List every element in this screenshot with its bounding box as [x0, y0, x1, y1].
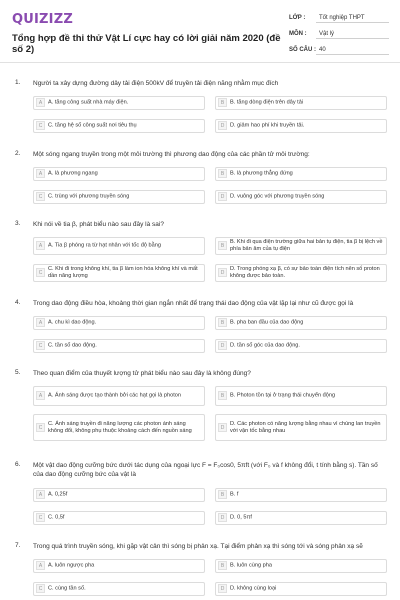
- option-letter-badge: C: [36, 121, 45, 130]
- option-c[interactable]: [33, 264, 205, 282]
- question-number: 5.: [15, 369, 21, 376]
- option-letter-badge: D: [218, 268, 227, 277]
- option-letter-badge: C: [36, 268, 45, 277]
- option-text: A. là phương ngang: [48, 170, 98, 177]
- option-a[interactable]: [33, 96, 205, 110]
- question-number: 3.: [15, 220, 21, 227]
- question-number: 1.: [15, 79, 21, 86]
- question-text: Trong quá trình truyền sóng, khi gặp vật cản thì sóng bị phản xạ. Tại điểm phản xạ thì sóng tới và sóng phản xạ sẽ: [33, 543, 363, 550]
- option-c[interactable]: [33, 414, 205, 441]
- option-text: C. tần số dao động.: [48, 342, 97, 349]
- option-letter-badge: D: [218, 513, 227, 522]
- option-letter-badge: A: [36, 241, 45, 250]
- option-text: C. 0,5f: [48, 514, 65, 521]
- option-a[interactable]: [33, 316, 205, 330]
- meta-panel: [289, 12, 389, 60]
- option-text: A. chu kì dao động.: [48, 319, 97, 326]
- question-number: 4.: [15, 299, 21, 306]
- option-letter-badge: D: [218, 192, 227, 201]
- question-text: Một sóng ngang truyền trong một môi trường thì phương dao động của các phần tử môi trường:: [33, 151, 310, 158]
- meta-value: Tốt nghiệp THPT: [316, 12, 389, 23]
- option-text: D. 0, 5πf: [230, 514, 252, 521]
- option-c[interactable]: [33, 339, 205, 353]
- option-text: C. trùng với phương truyền sóng: [48, 193, 130, 200]
- option-text: A. luôn ngược pha: [48, 562, 95, 569]
- option-letter-badge: B: [218, 391, 227, 400]
- meta-label: SỐ CÂU :: [289, 47, 316, 53]
- question-text: Khi nói về tia β, phát biểu nào sau đây là sai?: [33, 221, 164, 228]
- meta-row-question-count: [289, 44, 389, 60]
- option-a[interactable]: [33, 167, 205, 181]
- option-letter-badge: C: [36, 341, 45, 350]
- meta-value: 40: [316, 44, 389, 55]
- option-text: C. Ánh sáng truyền đi năng lượng các photon ánh sáng không đổi, không phụ thuộc khoảng cách đến nguồn sáng: [48, 420, 192, 434]
- option-text: B. luôn cùng pha: [230, 562, 272, 569]
- document-title: Tổng hợp đề thi thử Vật Lí cực hay có lời giải năm 2020 (đề số 2): [12, 33, 281, 55]
- option-letter-badge: A: [36, 391, 45, 400]
- option-text: C. cùng tần số.: [48, 585, 86, 592]
- option-c[interactable]: [33, 119, 205, 133]
- option-d[interactable]: [215, 511, 387, 525]
- option-text: D. không cùng loại: [230, 585, 277, 592]
- question-number: 2.: [15, 150, 21, 157]
- option-b[interactable]: [215, 316, 387, 330]
- question-text: Trong dao động điều hòa, khoảng thời gian ngắn nhất để trạng thái dao động của vật lặp lại như cũ được gọi là: [33, 300, 354, 307]
- meta-label: MÔN :: [289, 31, 307, 37]
- option-letter-badge: B: [218, 318, 227, 327]
- option-text: A. Ánh sáng được tạo thành bởi các hạt gọi là photon: [48, 392, 181, 399]
- option-text: D. Trong phóng xạ β, có sự bảo toàn điện tích nên số proton không được bảo toàn.: [230, 266, 380, 279]
- option-letter-badge: B: [218, 490, 227, 499]
- option-b[interactable]: [215, 96, 387, 110]
- option-b[interactable]: [215, 237, 387, 255]
- question-number: 7.: [15, 542, 21, 549]
- option-text: B. là phương thẳng đứng: [230, 170, 293, 177]
- option-c[interactable]: [33, 511, 205, 525]
- option-d[interactable]: [215, 414, 387, 441]
- option-letter-badge: A: [36, 169, 45, 178]
- option-letter-badge: D: [218, 423, 227, 432]
- option-d[interactable]: [215, 119, 387, 133]
- header-divider: [0, 62, 400, 63]
- option-b[interactable]: [215, 386, 387, 406]
- meta-row-subject: [289, 28, 389, 44]
- option-text: D. giảm hao phí khi truyền tải.: [230, 122, 305, 129]
- option-letter-badge: B: [218, 561, 227, 570]
- option-letter-badge: C: [36, 513, 45, 522]
- option-letter-badge: A: [36, 98, 45, 107]
- document-header: [0, 0, 400, 62]
- option-text: D. tần số góc của dao động.: [230, 342, 300, 349]
- option-d[interactable]: [215, 339, 387, 353]
- option-text: B. f: [230, 491, 239, 498]
- question-text: Một vật dao động cưỡng bức dưới tác dụng của ngoại lực F = F₀cos0, 5πft (với F₀ và f không đổi, t tính bằng s). Tần số của dao động cưỡng bức của vật là: [33, 462, 378, 478]
- meta-row-class: [289, 12, 389, 28]
- option-letter-badge: C: [36, 423, 45, 432]
- option-a[interactable]: [33, 488, 205, 502]
- option-c[interactable]: [33, 190, 205, 204]
- option-letter-badge: D: [218, 121, 227, 130]
- question-number: 6.: [15, 461, 21, 468]
- option-b[interactable]: [215, 488, 387, 502]
- option-letter-badge: D: [218, 341, 227, 350]
- option-text: D. vuông góc với phương truyền sóng: [230, 193, 325, 200]
- option-letter-badge: B: [218, 241, 227, 250]
- option-c[interactable]: [33, 582, 205, 596]
- option-letter-badge: C: [36, 584, 45, 593]
- meta-value: Vật lý: [316, 28, 389, 39]
- option-text: A. Tia β phóng ra từ hạt nhân với tốc độ bằng: [48, 242, 161, 249]
- option-d[interactable]: [215, 264, 387, 282]
- option-d[interactable]: [215, 582, 387, 596]
- option-letter-badge: A: [36, 318, 45, 327]
- option-text: A. tăng công suất nhà máy điện.: [48, 99, 129, 106]
- option-b[interactable]: [215, 167, 387, 181]
- option-letter-badge: B: [218, 98, 227, 107]
- option-text: B. pha ban đầu của dao động: [230, 319, 304, 326]
- option-text: C. Khi đi trong không khí, tia β làm ion hóa không khí và mất dần năng lượng: [48, 266, 198, 279]
- option-b[interactable]: [215, 559, 387, 573]
- option-letter-badge: A: [36, 561, 45, 570]
- option-text: D. Các photon có năng lượng bằng nhau vì chúng lan truyền với vận tốc bằng nhau: [230, 420, 381, 434]
- question-text: Người ta xây dựng đường dây tải điện 500kV để truyền tải điện năng nhằm mục đích: [33, 80, 279, 87]
- option-letter-badge: C: [36, 192, 45, 201]
- meta-label: LỚP :: [289, 15, 306, 21]
- option-text: C. tăng hệ số công suất nơi tiêu thụ: [48, 122, 137, 129]
- option-letter-badge: B: [218, 169, 227, 178]
- option-d[interactable]: [215, 190, 387, 204]
- option-a[interactable]: [33, 237, 205, 255]
- option-letter-badge: D: [218, 584, 227, 593]
- option-text: B. Photon tồn tại ở trạng thái chuyển động: [230, 392, 336, 399]
- question-text: Theo quan điểm của thuyết lượng tử phát biểu nào sau đây là không đúng?: [33, 370, 251, 377]
- option-a[interactable]: [33, 386, 205, 406]
- quizizz-logo: QUIZIZZ: [12, 12, 73, 27]
- option-letter-badge: A: [36, 490, 45, 499]
- option-text: B. Khi đi qua điện trường giữa hai bản tụ điện, tia β bị lệch về phía bản âm của tụ điện: [230, 239, 383, 252]
- option-a[interactable]: [33, 559, 205, 573]
- option-text: B. tăng dòng điện trên dây tải: [230, 99, 304, 106]
- option-text: A. 0,25f: [48, 491, 68, 498]
